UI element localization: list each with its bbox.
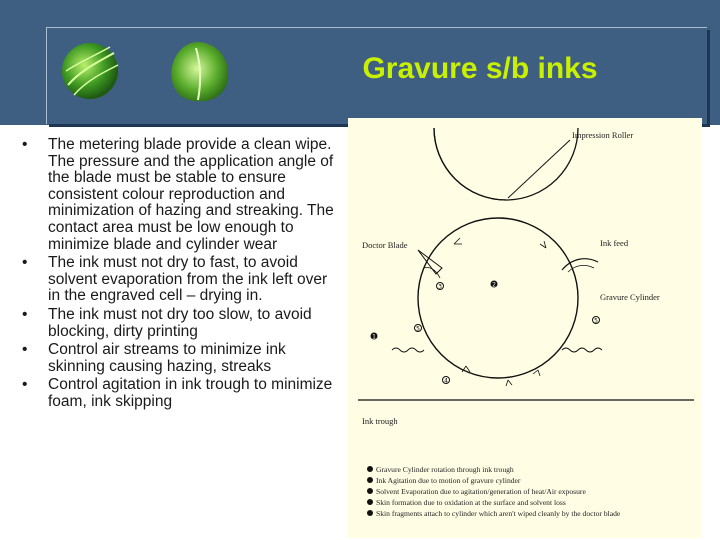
marker-3 — [437, 283, 444, 291]
page-title: Gravure s/b inks — [362, 52, 598, 85]
legend-item: Ink Agitation due to motion of gravure cylinder — [376, 476, 521, 485]
marker-4 — [443, 377, 450, 385]
list-item: • Control air streams to minimize ink skinning causing hazing, streaks — [22, 342, 342, 375]
gravure-diagram-svg — [348, 118, 702, 538]
diagram-legend — [367, 465, 621, 518]
svg-text:4: 4 — [444, 377, 448, 385]
list-item: • The ink must not dry to fast, to avoid solvent evaporation from the ink left over in the engraved cell – drying in. — [22, 255, 342, 305]
ink-feed-label: Ink feed — [600, 238, 629, 248]
gravure-cylinder — [418, 218, 578, 378]
ink-surface — [392, 348, 602, 352]
legend-item: Skin fragments attach to cylinder which aren't wiped cleanly by the doctor blade — [376, 509, 621, 518]
bullet-list — [22, 137, 342, 413]
marker-5 — [593, 317, 600, 325]
impression-roller-label: Impression Roller — [572, 130, 634, 140]
impression-roller — [434, 128, 578, 200]
marker-5b — [415, 325, 422, 333]
impression-roller-leader — [508, 140, 570, 198]
legend-item: Solvent Evaporation due to agitation/generation of heat/Air exposure — [376, 487, 586, 496]
legend-item: Gravure Cylinder rotation through ink trough — [376, 465, 514, 474]
svg-text:2: 2 — [492, 281, 496, 289]
doctor-blade-label: Doctor Blade — [362, 240, 408, 250]
list-item: • The ink must not dry too slow, to avoid blocking, dirty printing — [22, 307, 342, 340]
doctor-blade — [418, 250, 442, 274]
svg-text:5: 5 — [594, 317, 598, 325]
list-item: • The metering blade provide a clean wipe. The pressure and the application angle of the blade must be stable to ensure consistent colour reproduction and minimization of hazing and streaking. The contact area must be low enough to minimize blade and cylinder wear — [22, 137, 342, 253]
ink-feed — [562, 259, 598, 270]
svg-text:3: 3 — [438, 283, 442, 291]
svg-text:5: 5 — [416, 325, 420, 333]
marker-1 — [371, 333, 378, 341]
list-item: • Control agitation in ink trough to minimize foam, ink skipping — [22, 377, 342, 410]
gravure-cylinder-label: Gravure Cylinder — [600, 292, 660, 302]
legend-item: Skin formation due to oxidation at the surface and solvent loss — [376, 498, 566, 507]
marker-2 — [491, 281, 498, 289]
leaf-decoration-icon — [60, 41, 120, 101]
leaf-decoration-icon — [166, 40, 232, 106]
svg-text:1: 1 — [372, 333, 376, 341]
gravure-diagram — [348, 118, 702, 538]
ink-trough-label: Ink trough — [362, 416, 398, 426]
